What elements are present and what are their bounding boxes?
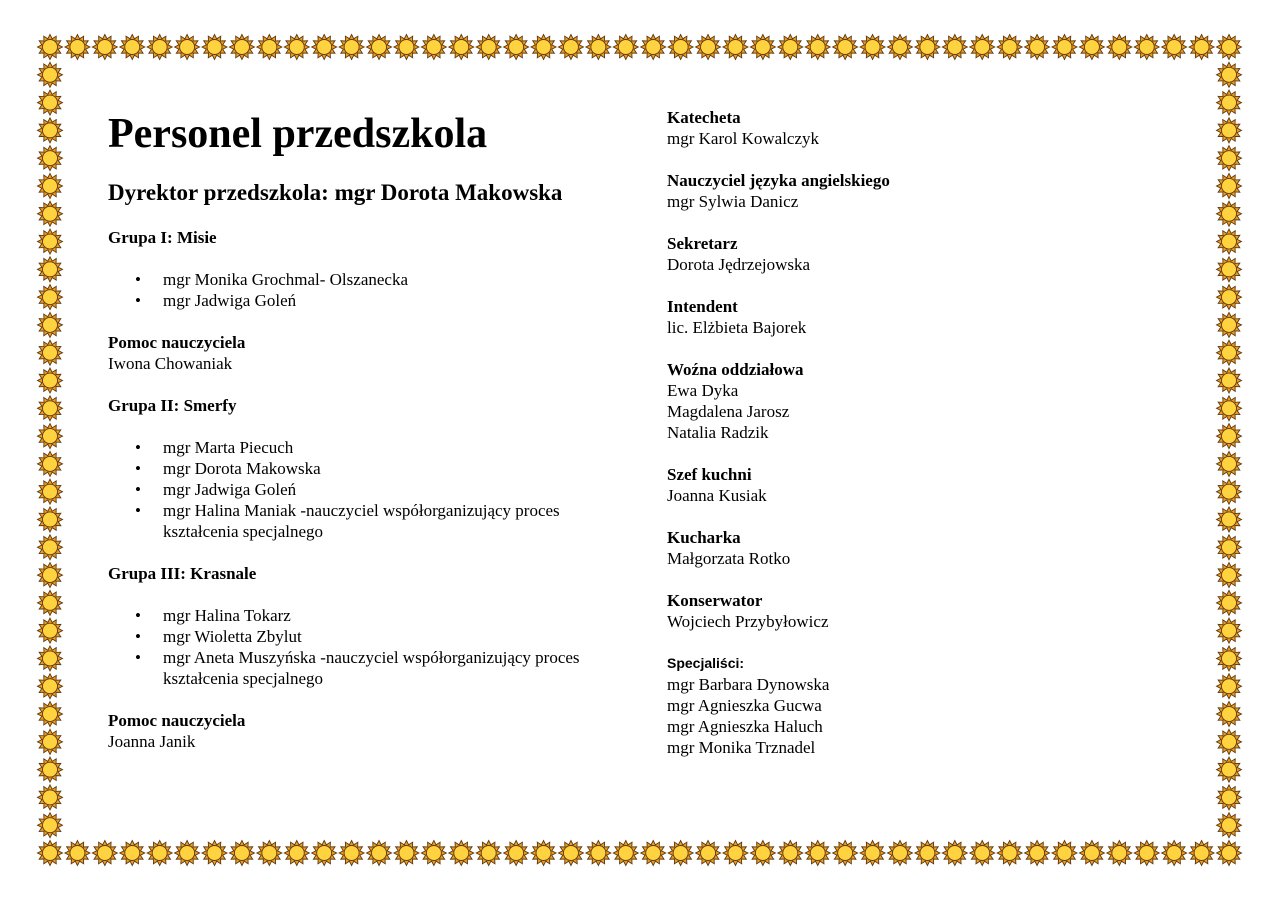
staff-name: mgr Karol Kowalczyk xyxy=(667,129,820,148)
specialists-heading: Specjaliści: xyxy=(667,655,745,671)
director-heading: Dyrektor przedszkola: mgr Dorota Makowska xyxy=(108,180,563,205)
staff-heading: Sekretarz xyxy=(667,234,738,253)
bullet-icon: • xyxy=(135,627,141,646)
bullet-icon: • xyxy=(135,480,141,499)
group-section xyxy=(108,563,628,689)
bullet-icon: • xyxy=(135,501,141,520)
staff-heading: Konserwator xyxy=(667,591,763,610)
staff-heading: Katecheta xyxy=(667,108,741,127)
group-heading: Grupa II: Smerfy xyxy=(108,396,237,415)
staff-name: Wojciech Przybyłowicz xyxy=(667,612,829,631)
bullet-icon: • xyxy=(135,291,141,310)
assistant-name: Joanna Janik xyxy=(108,732,196,751)
list-item: • mgr Dorota Makowska xyxy=(135,459,321,478)
staff-heading: Intendent xyxy=(667,297,738,316)
group-heading: Grupa III: Krasnale xyxy=(108,564,257,583)
staff-name: Małgorzata Rotko xyxy=(667,549,791,568)
staff-heading: Szef kuchni xyxy=(667,465,752,484)
teacher-list xyxy=(108,437,628,542)
staff-name: lic. Elżbieta Bajorek xyxy=(667,318,807,337)
specialist-name: mgr Agnieszka Gucwa xyxy=(667,696,822,715)
staff-name: Ewa Dyka xyxy=(667,381,739,400)
teacher-list xyxy=(108,605,628,689)
staff-name: Dorota Jędrzejowska xyxy=(667,255,811,274)
staff-heading: Nauczyciel języka angielskiego xyxy=(667,171,890,190)
bullet-icon: • xyxy=(135,606,141,625)
staff-heading: Kucharka xyxy=(667,528,741,547)
group-section xyxy=(108,395,628,542)
right-column xyxy=(667,107,1187,758)
bullet-icon: • xyxy=(135,648,141,667)
list-item: • mgr Jadwiga Goleń xyxy=(135,480,297,499)
bullet-icon: • xyxy=(135,438,141,457)
list-item: • mgr Halina Maniak -nauczyciel współorganizujący proces kształcenia specjalnego xyxy=(135,501,560,541)
list-item: • mgr Marta Piecuch xyxy=(135,438,294,457)
staff-name: Magdalena Jarosz xyxy=(667,402,790,421)
assistant-heading: Pomoc nauczyciela xyxy=(108,333,246,352)
assistant-name: Iwona Chowaniak xyxy=(108,354,233,373)
staff-name: Natalia Radzik xyxy=(667,423,769,442)
list-item: • mgr Wioletta Zbylut xyxy=(135,627,302,646)
specialist-name: mgr Monika Trznadel xyxy=(667,738,816,757)
left-column xyxy=(108,227,628,752)
page-title: Personel przedszkola xyxy=(108,111,488,157)
bullet-icon: • xyxy=(135,270,141,289)
bullet-icon: • xyxy=(135,459,141,478)
list-item: • mgr Monika Grochmal- Olszanecka xyxy=(135,270,408,289)
staff-name: mgr Sylwia Danicz xyxy=(667,192,799,211)
specialist-name: mgr Agnieszka Haluch xyxy=(667,717,823,736)
list-item: • mgr Jadwiga Goleń xyxy=(135,291,297,310)
teacher-list xyxy=(108,269,628,311)
group-heading: Grupa I: Misie xyxy=(108,228,217,247)
specialist-name: mgr Barbara Dynowska xyxy=(667,675,830,694)
assistant-heading: Pomoc nauczyciela xyxy=(108,711,246,730)
list-item: • mgr Halina Tokarz xyxy=(135,606,291,625)
group-section xyxy=(108,227,628,311)
list-item: • mgr Aneta Muszyńska -nauczyciel współorganizujący proces kształcenia specjalnego xyxy=(135,648,580,688)
staff-heading: Woźna oddziałowa xyxy=(667,360,804,379)
staff-name: Joanna Kusiak xyxy=(667,486,767,505)
